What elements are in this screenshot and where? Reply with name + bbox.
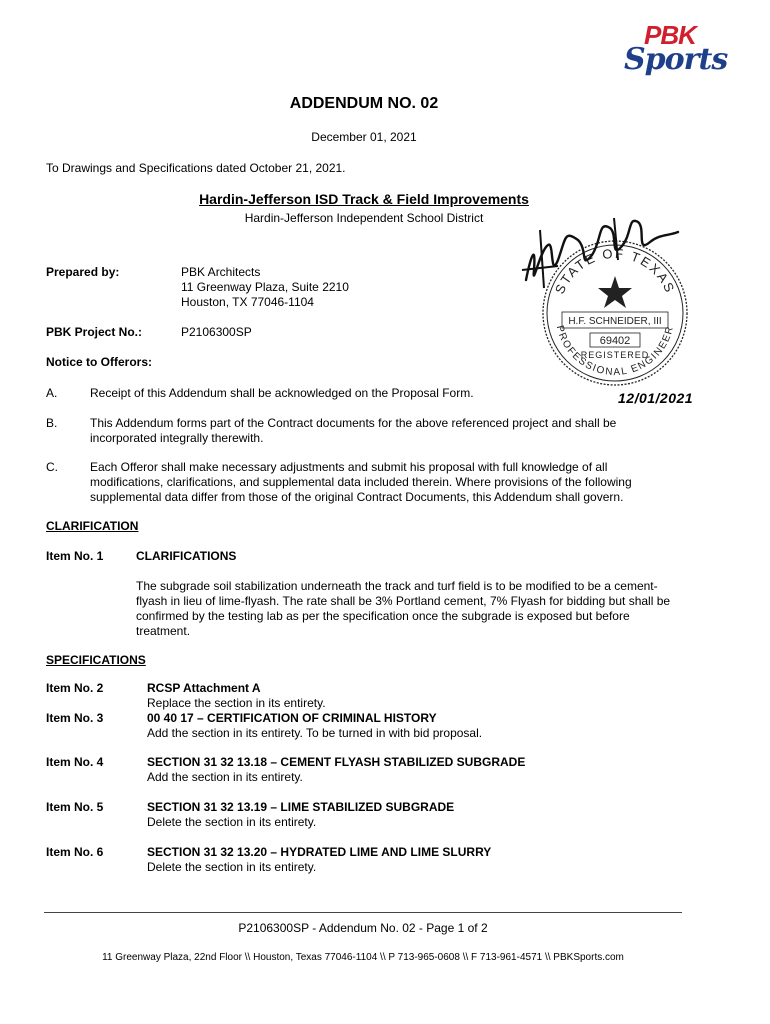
district-name: Hardin-Jefferson Independent School District xyxy=(244,211,484,225)
item-3-text: Add the section in its entirety. To be turned in with bid proposal. xyxy=(147,726,483,740)
project-no-value: P2106300SP xyxy=(181,325,252,339)
item-4-label: Item No. 4 xyxy=(46,755,104,769)
logo-sports-text: Sports xyxy=(624,42,728,77)
prepared-line-3: Houston, TX 77046-1104 xyxy=(181,295,314,309)
addendum-date: December 01, 2021 xyxy=(311,130,417,144)
specifications-heading: SPECIFICATIONS xyxy=(46,653,146,667)
item-2-label: Item No. 2 xyxy=(46,681,104,695)
prepared-by-label: Prepared by: xyxy=(46,265,120,279)
item-1-label: Item No. 1 xyxy=(46,549,104,563)
pbk-sports-logo xyxy=(622,20,730,80)
item-4-text: Add the section in its entirety. xyxy=(147,770,303,784)
item-1-text: The subgrade soil stabilization underneath the track and turf field is to be modified to be a cement-flyash in lieu of lime-flyash. The rate shall be 3% Portland cement, 7% Flyash for bidding but shall be confirmed by the testing lab as per the specification once the subgrade is exposed but before treatment. xyxy=(136,579,671,638)
item-6-text: Delete the section in its entirety. xyxy=(147,860,317,874)
footer-page-number: P2106300SP - Addendum No. 02 - Page 1 of 2 xyxy=(238,921,488,935)
seal-state-text: STATE OF TEXAS xyxy=(551,245,679,297)
footer-address: 11 Greenway Plaza, 22nd Floor \\ Houston, Texas 77046-1104 \\ P 713-965-0608 \\ F 713-961-4571 \\ PBKSports.com xyxy=(102,952,624,963)
item-1-title: CLARIFICATIONS xyxy=(136,549,237,563)
seal-engineer-name: H.F. SCHNEIDER, III xyxy=(568,316,662,327)
seal-professional-text: PROFESSIONAL ENGINEER xyxy=(553,324,677,379)
item-3-title: 00 40 17 – CERTIFICATION OF CRIMINAL HISTORY xyxy=(147,711,437,725)
notice-label: Notice to Offerors: xyxy=(46,355,153,369)
project-title: Hardin-Jefferson ISD Track & Field Improvements xyxy=(199,191,529,207)
notice-letter-b: B. xyxy=(46,416,58,430)
footer-divider xyxy=(44,912,682,913)
seal-date: 12/01/2021 xyxy=(618,390,694,406)
item-2-text: Replace the section in its entirety. xyxy=(147,696,326,710)
item-5-text: Delete the section in its entirety. xyxy=(147,815,317,829)
notice-letter-c: C. xyxy=(46,460,58,474)
item-6-title: SECTION 31 32 13.20 – HYDRATED LIME AND LIME SLURRY xyxy=(147,845,492,859)
notice-letter-a: A. xyxy=(46,386,58,400)
to-drawings-line: To Drawings and Specifications dated October 21, 2021. xyxy=(46,161,346,175)
prepared-by-address xyxy=(181,265,349,310)
prepared-line-1: PBK Architects xyxy=(181,265,261,279)
signature-image xyxy=(518,210,688,300)
seal-license-number: 69402 xyxy=(599,335,631,347)
page-title: ADDENDUM NO. 02 xyxy=(289,95,439,112)
item-4-title: SECTION 31 32 13.18 – CEMENT FLYASH STABILIZED SUBGRADE xyxy=(147,755,526,769)
item-2-title: RCSP Attachment A xyxy=(147,681,261,695)
clarification-heading: CLARIFICATION xyxy=(46,519,139,533)
item-5-label: Item No. 5 xyxy=(46,800,104,814)
notice-text-a: Receipt of this Addendum shall be acknowledged on the Proposal Form. xyxy=(90,386,474,400)
item-6-label: Item No. 6 xyxy=(46,845,104,859)
item-5-title: SECTION 31 32 13.19 – LIME STABILIZED SUBGRADE xyxy=(147,800,455,814)
logo-pbk-text: PBK xyxy=(644,20,696,50)
item-3-label: Item No. 3 xyxy=(46,711,104,725)
prepared-line-2: 11 Greenway Plaza, Suite 2210 xyxy=(181,280,349,294)
notice-text-c: Each Offeror shall make necessary adjustments and submit his proposal with full knowledge of all modifications, clarifications, and supplemental data included therein. Where provisions of the following supplemental data differ from those of the original Contract Documents, this Addendum shall govern. xyxy=(90,460,632,504)
seal-registered-text: REGISTERED xyxy=(580,350,650,360)
notice-text-b: This Addendum forms part of the Contract documents for the above referenced project and shall be incorporated integrally therewith. xyxy=(90,416,617,445)
project-no-label: PBK Project No.: xyxy=(46,325,143,339)
